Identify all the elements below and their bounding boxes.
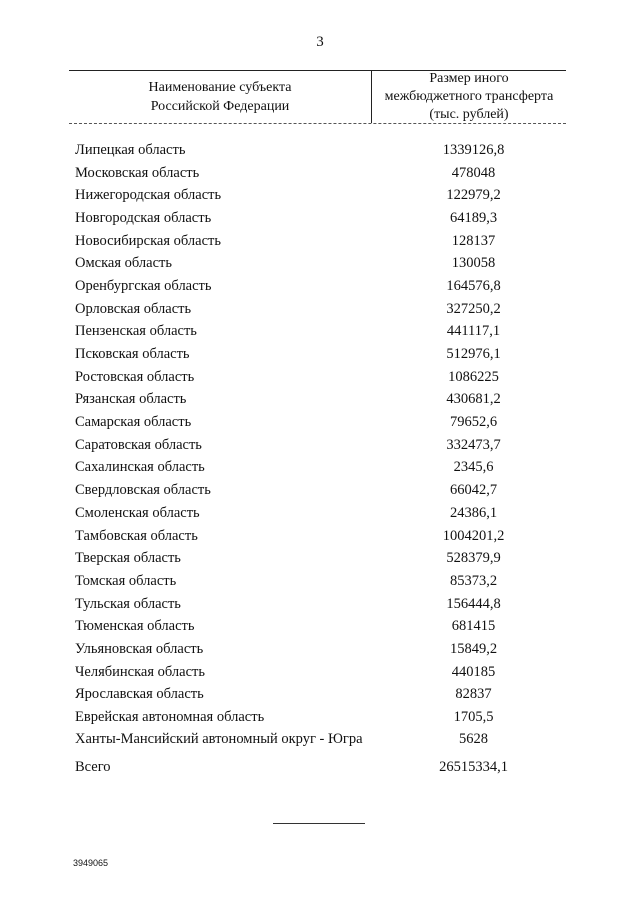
table-header (69, 70, 566, 124)
table-row (75, 298, 570, 321)
subject-name: Новосибирская область (75, 232, 221, 249)
transfer-amount: 24386,1 (449, 504, 498, 521)
header-subject-name (69, 71, 372, 123)
transfer-amount: 79652,6 (449, 414, 498, 431)
total-label: Всего (75, 758, 111, 775)
header-transfer-amount-line: межбюджетного трансферта (384, 89, 554, 104)
transfer-amount: 2345,6 (453, 459, 494, 476)
subject-name: Тамбовская область (75, 527, 198, 544)
transfer-amount: 440185 (451, 663, 496, 680)
subject-name: Ханты-Мансийский автономный округ - Югра (75, 730, 363, 747)
table-row (75, 615, 570, 638)
table-row (75, 230, 570, 253)
table-row (75, 162, 570, 185)
subject-name: Тюменская область (75, 618, 195, 635)
table-row (75, 479, 570, 502)
transfer-amount: 66042,7 (449, 482, 498, 499)
subject-name: Сахалинская область (75, 459, 205, 476)
transfer-amount: 128137 (451, 232, 496, 249)
subject-name: Ростовская область (75, 368, 195, 385)
subject-name: Еврейская автономная область (75, 709, 265, 726)
table-row (75, 706, 570, 729)
subject-name: Омская область (75, 255, 172, 272)
transfer-amount: 332473,7 (446, 436, 501, 453)
transfer-amount: 122979,2 (446, 187, 501, 204)
subject-name: Смоленская область (75, 504, 200, 521)
transfer-amount: 164576,8 (446, 277, 501, 294)
transfer-amount: 82837 (455, 686, 492, 703)
table-body (75, 139, 570, 779)
transfer-amount: 512976,1 (446, 346, 501, 363)
transfer-amount: 15849,2 (449, 640, 498, 657)
header-transfer-amount (372, 71, 566, 123)
subject-name: Свердловская область (75, 482, 211, 499)
subject-name: Ульяновская область (75, 640, 204, 657)
table-row (75, 252, 570, 275)
subject-name: Псковская область (75, 346, 190, 363)
transfer-amount: 528379,9 (446, 550, 501, 567)
subject-name: Оренбургская область (75, 277, 212, 294)
table-row (75, 661, 570, 684)
subject-name: Пензенская область (75, 323, 197, 340)
subject-name: Ярославская область (75, 686, 204, 703)
header-transfer-amount-line: (тыс. рублей) (429, 107, 509, 122)
subject-name: Самарская область (75, 414, 192, 431)
page-number: 3 (316, 34, 324, 50)
table-row (75, 366, 570, 389)
table-row (75, 207, 570, 230)
transfer-amount: 156444,8 (446, 595, 501, 612)
subject-name: Нижегородская область (75, 187, 222, 204)
subject-name: Рязанская область (75, 391, 187, 408)
table-row (75, 389, 570, 412)
table-row (75, 343, 570, 366)
document-code: 3949065 (73, 858, 109, 868)
transfer-amount: 430681,2 (446, 391, 501, 408)
table-row (75, 638, 570, 661)
table-row (75, 457, 570, 480)
header-subject-name-line: Российской Федерации (150, 99, 290, 114)
total-amount: 26515334,1 (439, 758, 508, 775)
transfer-amount: 1004201,2 (442, 527, 505, 544)
subject-name: Тульская область (75, 595, 181, 612)
subject-name: Челябинская область (75, 663, 205, 680)
table-row (75, 275, 570, 298)
transfer-amount: 1086225 (448, 368, 499, 385)
transfer-amount: 85373,2 (449, 572, 498, 589)
transfer-amount: 130058 (451, 255, 496, 272)
transfer-amount: 681415 (451, 618, 496, 635)
transfer-amount: 1705,5 (453, 709, 494, 726)
table-row (75, 411, 570, 434)
header-transfer-amount-line: Размер иного (429, 71, 509, 86)
table-row (75, 321, 570, 344)
header-subject-name-line: Наименование субъекта (148, 80, 292, 95)
transfer-amount: 478048 (451, 164, 496, 181)
table-row (75, 547, 570, 570)
table-row (75, 684, 570, 707)
subject-name: Орловская область (75, 300, 192, 317)
table-row (75, 525, 570, 548)
total-row (75, 756, 570, 779)
table-row (75, 593, 570, 616)
table-row (75, 184, 570, 207)
subject-name: Новгородская область (75, 209, 212, 226)
subject-name: Томская область (75, 572, 177, 589)
table-row (75, 570, 570, 593)
subject-name: Липецкая область (75, 141, 186, 158)
table-row (75, 139, 570, 162)
table-row (75, 502, 570, 525)
transfer-amount: 5628 (459, 730, 488, 747)
subject-name: Саратовская область (75, 436, 202, 453)
transfer-amount: 441117,1 (446, 323, 501, 340)
transfer-amount: 1339126,8 (442, 141, 505, 158)
table-row (75, 434, 570, 457)
transfer-amount: 64189,3 (449, 209, 498, 226)
transfer-amount: 327250,2 (446, 300, 501, 317)
table-row (75, 729, 570, 748)
subject-name: Тверская область (75, 550, 181, 567)
end-divider (273, 823, 365, 824)
subject-name: Московская область (75, 164, 200, 181)
